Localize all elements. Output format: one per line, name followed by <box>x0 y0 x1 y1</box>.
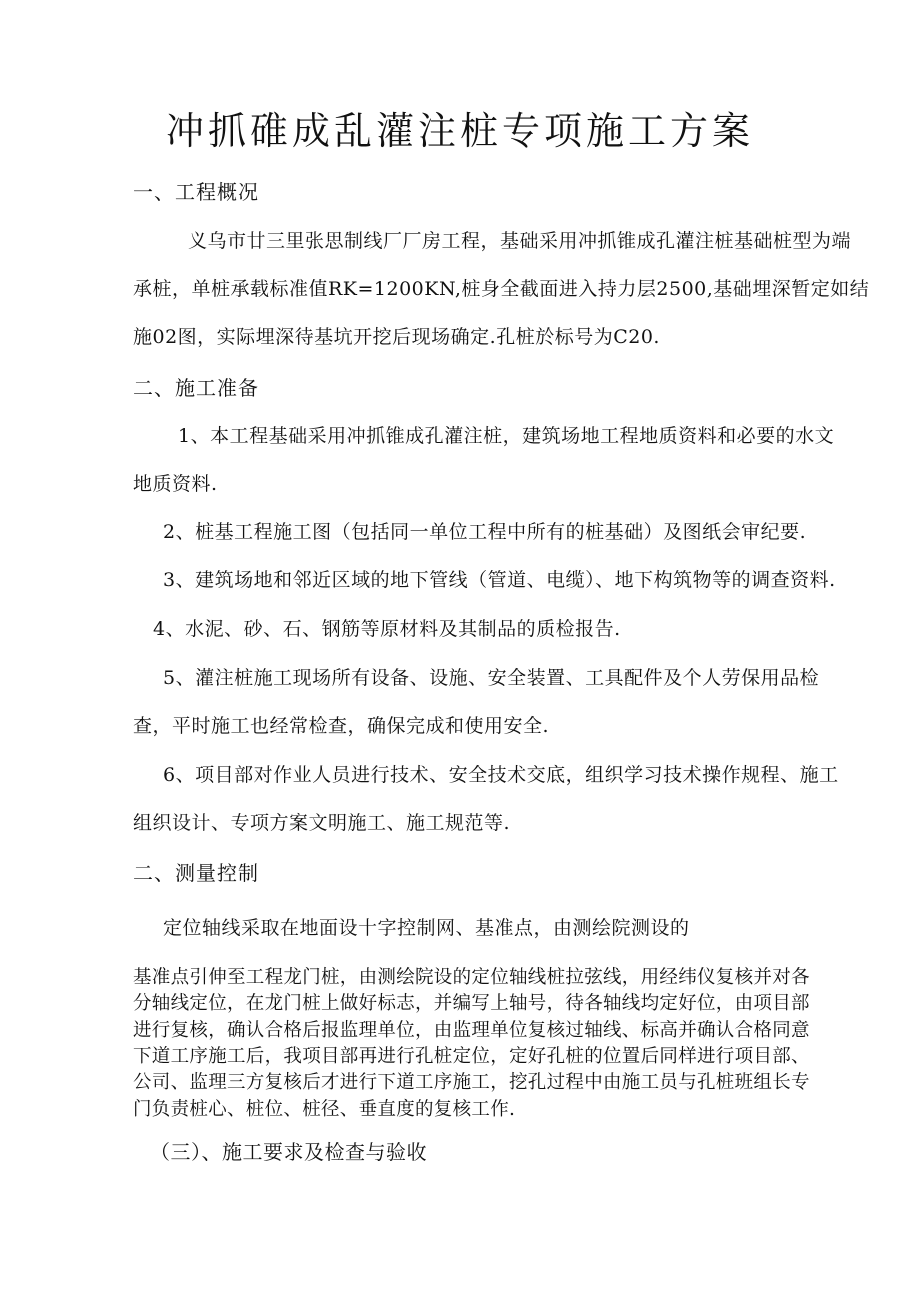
section-heading-preparation: 二、施工准备 <box>133 376 259 400</box>
paragraph-line: 公司、监理三方复核后才进行下道工序施工，挖孔过程中由施工员与孔桩班组长专 <box>133 1072 810 1093</box>
paragraph-line: 基准点引伸至工程龙门桩，由测绘院设的定位轴线桩拉弦线，用经纬仪复核并对各 <box>133 967 810 988</box>
paragraph-line: 门负责桩心、桩位、桩径、垂直度的复核工作. <box>133 1099 516 1120</box>
paragraph-line: 定位轴线采取在地面设十字控制网、基准点，由测绘院测设的 <box>163 917 690 939</box>
list-item: 1、本工程基础采用冲抓锥成孔灌注桩，建筑场地工程地质资料和必要的水文 <box>178 425 835 447</box>
paragraph-line: 进行复核，确认合格后报监理单位，由监理单位复核过轴线、标高并确认合格同意 <box>133 1020 810 1041</box>
list-item: 5、灌注桩施工现场所有设备、设施、安全装置、工具配件及个人劳保用品检 <box>163 667 820 689</box>
section-heading-survey: 二、测量控制 <box>133 861 259 885</box>
list-item: 6、项目部对作业人员进行技术、安全技术交底，组织学习技术操作规程、施工 <box>163 764 839 786</box>
paragraph-line: 承桩，单桩承载标准值RK=1200KN,桩身全截面进入持力层2500,基础埋深暂定如结 <box>133 278 870 300</box>
list-item: 地质资料. <box>133 473 218 495</box>
list-item: 3、建筑场地和邻近区域的地下管线（管道、电缆）、地下构筑物等的调查资料. <box>163 569 836 591</box>
list-item: 2、桩基工程施工图（包括同一单位工程中所有的桩基础）及图纸会审纪要. <box>163 521 807 543</box>
paragraph-line: 分轴线定位，在龙门桩上做好标志，并编写上轴号，待各轴线均定好位，由项目部 <box>133 993 810 1014</box>
document-title: 冲抓碓成乱灌注桩专项施工方案 <box>165 109 754 153</box>
paragraph-line: 下道工序施工后，我项目部再进行孔桩定位，定好孔桩的位置后同样进行项目部、 <box>133 1046 810 1067</box>
section-heading-requirements: （三）、施工要求及检查与验收 <box>150 1140 427 1164</box>
paragraph-line: 义乌市廿三里张思制线厂厂房工程，基础采用冲抓锥成孔灌注桩基础桩型为端 <box>188 230 852 252</box>
list-item: 查，平时施工也经常检查，确保完成和使用安全. <box>133 715 550 737</box>
list-item: 4、水泥、砂、石、钢筋等原材料及其制品的质检报告. <box>153 618 621 640</box>
section-heading-overview: 一、工程概况 <box>133 180 259 204</box>
list-item: 组织设计、专项方案文明施工、施工规范等. <box>133 812 511 834</box>
paragraph-line: 施02图，实际埋深待基坑开挖后现场确定.孔桩於标号为C20. <box>133 326 660 348</box>
